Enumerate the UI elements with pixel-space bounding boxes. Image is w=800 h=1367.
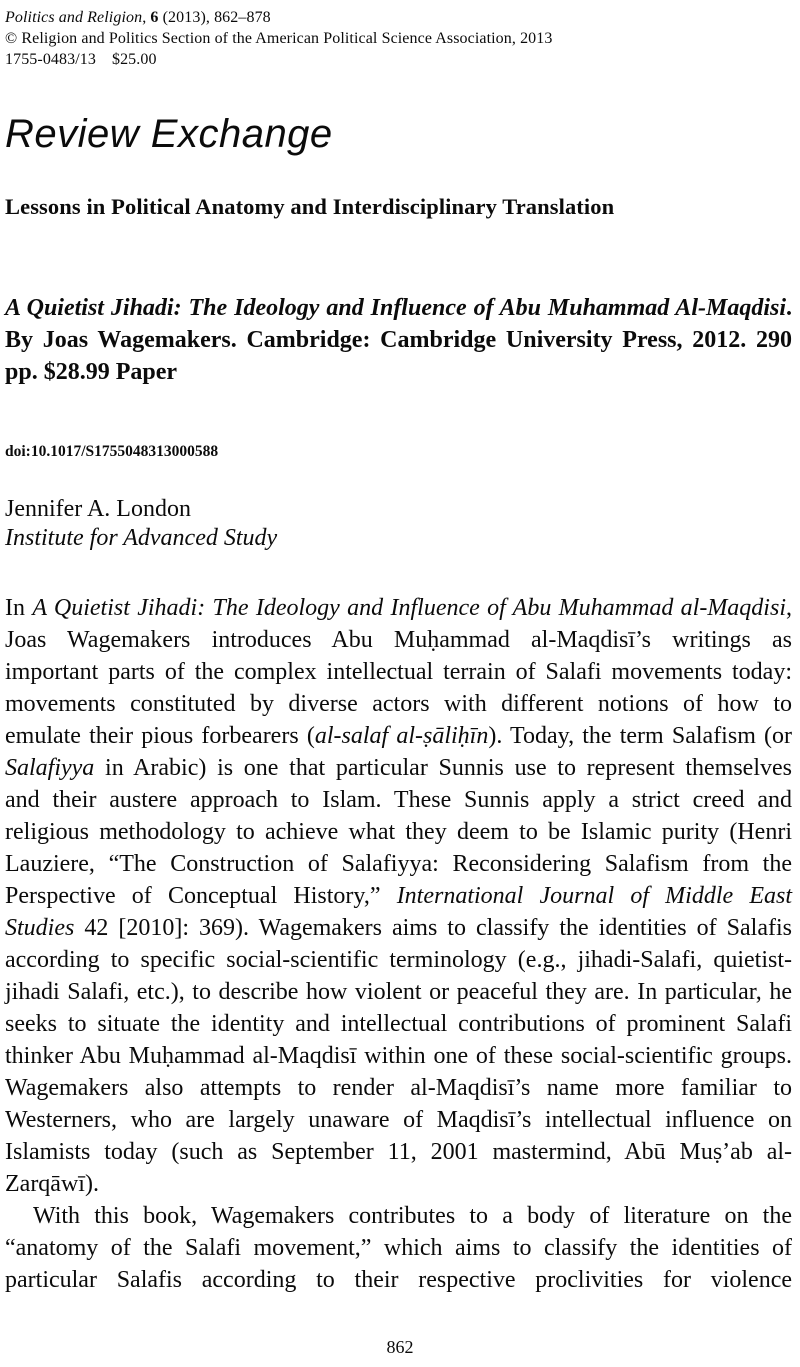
text-segment: (2013), 862–878 bbox=[158, 9, 271, 26]
doi-line: doi:10.1017/S1755048313000588 bbox=[5, 443, 219, 460]
text-segment: ). Today, the term Salafism (or bbox=[488, 723, 792, 749]
text-segment: 1755-0483/13 bbox=[5, 51, 96, 68]
text-segment: Politics and Religion bbox=[5, 9, 143, 26]
text-segment: in Arabic) is one that particular Sunnis use to represent themselves and their austere approach to Islam. These Sunnis apply a strict creed and religious methodology to achieve what they deem to be Islamic purity (Henri Lauziere, “The Construction of Salafiyya: Reconsidering Salafism from the Perspective of Conceptual History,” bbox=[5, 755, 792, 909]
issn-price-line bbox=[5, 49, 792, 70]
text-segment: In bbox=[5, 595, 33, 621]
text-segment: . By Joas Wagemakers. Cambridge: Cambridge University Press, 2012. 290 pp. $28.99 Paper bbox=[5, 295, 792, 385]
book-citation bbox=[5, 292, 792, 388]
text-segment: al-salaf al-ṣāliḥīn bbox=[314, 723, 489, 749]
text-segment: $25.00 bbox=[111, 51, 157, 68]
author-affiliation: Institute for Advanced Study bbox=[5, 525, 278, 551]
text-segment: Salafiyya bbox=[5, 755, 95, 781]
text-segment: 42 [2010]: 369). Wagemakers aims to classify the identities of Salafis according to specific social-scientific terminology (e.g., jihadi-Salafi, quietist-jihadi Salafi, etc.), to describe how violent or peaceful they are. In particular, he seeks to situate the identity and intellectual contributions of prominent Salafi thinker Abu Muḥammad al-Maqdisī within one of these social-scientific groups. Wagemakers also attempts to render al-Maqdisī’s name more familiar to Westerners, who are largely unaware of Maqdisī’s intellectual influence on Islamists today (such as September 11, 2001 mastermind, Abū Muṣ’ab al-Zarqāwī). bbox=[5, 915, 792, 1197]
author-name: Jennifer A. London bbox=[5, 496, 191, 522]
page-footer bbox=[0, 1336, 800, 1358]
text-segment: , bbox=[142, 9, 151, 26]
text-segment: 6 bbox=[150, 9, 159, 26]
text-segment: , Joas Wagemakers introduces Abu Muḥammad al-Maqdisī’s writings as important parts of the complex intellectual terrain of Salafi movements today: movements constituted by diverse actors with different notions of how to emulate their pious forbearers ( bbox=[5, 595, 792, 749]
article-body bbox=[5, 592, 792, 1296]
text-segment: A Quietist Jihadi: The Ideology and Influence of Abu Muhammad al-Maqdisi bbox=[32, 595, 786, 621]
body-paragraph bbox=[5, 592, 792, 1200]
body-paragraph bbox=[5, 1200, 792, 1296]
text-segment: With this book, Wagemakers contributes to a body of literature on the “anatomy of the Salafi movement,” which aims to classify the identities of particular Salafis according to their respective proclivities for violence bbox=[5, 1203, 792, 1293]
text-segment: A Quietist Jihadi: The Ideology and Influence of Abu Muhammad Al-Maqdisi bbox=[5, 295, 786, 321]
author-block bbox=[5, 495, 792, 553]
journal-citation-line bbox=[5, 7, 792, 28]
review-exchange-title: Review Exchange bbox=[5, 112, 333, 156]
text-segment: International Journal of Middle East Studies bbox=[5, 883, 792, 941]
journal-header bbox=[5, 7, 792, 70]
page-number: 862 bbox=[386, 1337, 414, 1357]
article-heading: Lessons in Political Anatomy and Interdisciplinary Translation bbox=[5, 194, 615, 219]
copyright-line: © Religion and Politics Section of the American Political Science Association, 2013 bbox=[5, 30, 553, 47]
